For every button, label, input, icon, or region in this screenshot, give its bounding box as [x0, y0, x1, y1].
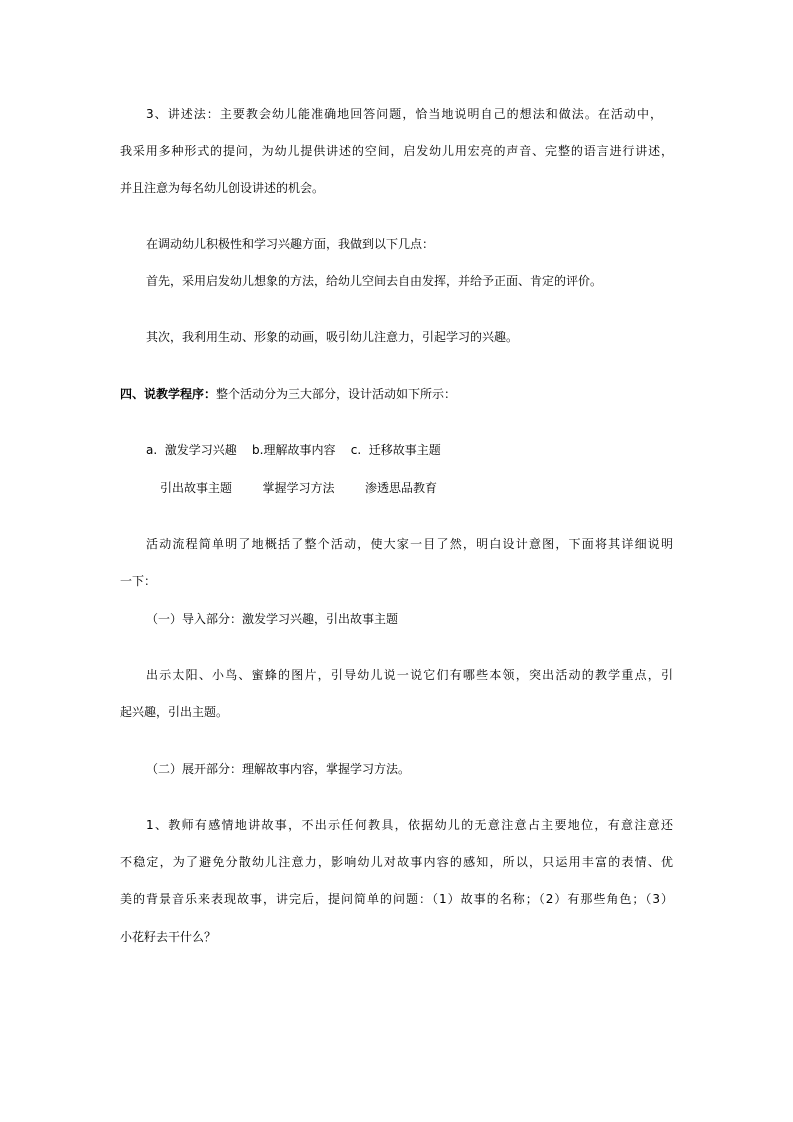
paragraph-line: 一下： — [120, 574, 157, 588]
outline-row: 引出故事主题 掌握学习方法 渗透思品教育 — [160, 481, 438, 495]
paragraph-line: 小花籽去干什么？ — [120, 930, 217, 944]
paragraph-line: 3、讲述法：主要教会幼儿能准确地回答问题，恰当地说明自己的想法和做法。在活动中， — [146, 107, 662, 121]
paragraph-line: 1、教师有感情地讲故事，不出示任何教具，依据幼儿的无意注意占主要地位，有意注意还 — [146, 818, 673, 832]
paragraph-line: 美的背景音乐来表现故事，讲完后，提问简单的问题：（1）故事的名称；（2）有那些角色；（3） — [120, 892, 673, 906]
section-text: 整个活动分为三大部分，设计活动如下所示： — [216, 387, 457, 401]
paragraph-line: 起兴趣，引出主题。 — [120, 705, 229, 719]
outline-row: a. 激发学习兴趣 b.理解故事内容 c. 迁移故事主题 — [146, 443, 441, 457]
paragraph-line: 出示太阳、小鸟、蜜蜂的图片，引导幼儿说一说它们有哪些本领，突出活动的教学重点，引 — [146, 668, 673, 682]
paragraph: 其次，我利用生动、形象的动画，吸引幼儿注意力，引起学习的兴趣。 — [146, 330, 519, 344]
section-heading-row — [120, 386, 456, 402]
section-heading: 四、说教学程序： — [120, 387, 217, 401]
paragraph: 首先，采用启发幼儿想象的方法，给幼儿空间去自由发挥，并给予正面、肯定的评价。 — [146, 274, 603, 288]
subsection-heading: （二）展开部分：理解故事内容，掌握学习方法。 — [146, 762, 411, 776]
paragraph-line: 活动流程简单明了地概括了整个活动，使大家一目了然，明白设计意图，下面将其详细说明 — [146, 537, 673, 551]
subsection-heading: （一）导入部分：激发学习兴趣，引出故事主题 — [146, 612, 399, 626]
paragraph-line: 不稳定，为了避免分散幼儿注意力，影响幼儿对故事内容的感知，所以，只运用丰富的表情、优 — [120, 855, 673, 869]
paragraph-line: 并且注意为每名幼儿创设讲述的机会。 — [120, 181, 325, 195]
paragraph: 在调动幼儿积极性和学习兴趣方面，我做到以下几点： — [146, 237, 435, 251]
paragraph-line: 我采用多种形式的提问，为幼儿提供讲述的空间，启发幼儿用宏亮的声音、完整的语言进行讲述， — [120, 144, 673, 158]
